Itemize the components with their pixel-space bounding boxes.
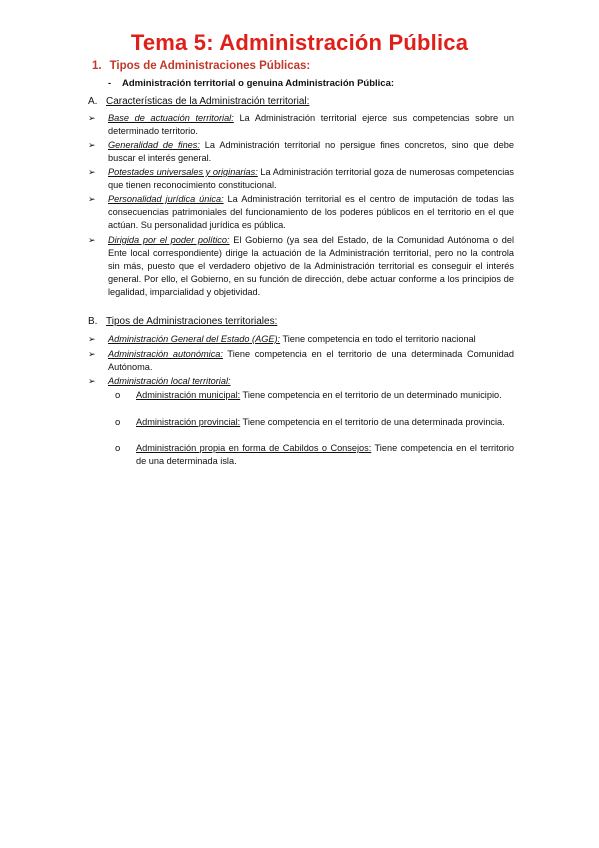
sub-list-item	[136, 442, 514, 468]
list-item	[108, 193, 514, 232]
item-label: Dirigida por el poder político:	[108, 235, 230, 245]
arrow-bullet-icon: ➢	[88, 167, 96, 177]
sub-list-item	[136, 416, 514, 429]
arrow-bullet-icon: ➢	[88, 349, 96, 359]
item-text: Tiene competencia en el territorio de una determinada Comunidad Autónoma.	[108, 349, 514, 372]
page-title: Tema 5: Administración Pública	[130, 30, 469, 55]
subheading	[108, 78, 394, 89]
subheading-dash: -	[108, 78, 112, 89]
subitem-text: Tiene competencia en el territorio de un determinado municipio.	[240, 390, 502, 400]
sub-list-item	[136, 389, 514, 402]
subitem-text: Tiene competencia en el territorio de una determinada provincia.	[240, 417, 505, 427]
list-item	[108, 166, 514, 192]
section-b-title	[88, 316, 277, 327]
subitem-text: Tiene competencia en el territorio de una determinada isla.	[136, 443, 514, 466]
section-heading-text: Tipos de Administraciones Públicas:	[109, 60, 311, 72]
item-label: Potestades universales y originarias:	[108, 167, 258, 177]
arrow-bullet-icon: ➢	[88, 334, 96, 344]
item-label: Administración General del Estado (AGE):	[108, 334, 281, 344]
item-text: El Gobierno (ya sea del Estado, de la Comunidad Autónoma o del Ente local correspondiente) dirige la actuación de la Administración territorial, pero no la controla sin más, puesto que el verdadero objetivo de la Administración territorial es conseguir el interés general. Por ello, el Gobierno, en su función de dirección, debe actuar conforme a los principios de legalidad, imparcialidad y objetividad.	[108, 235, 514, 297]
item-label: Administración local territorial:	[108, 376, 231, 386]
circle-bullet-icon: o	[115, 417, 121, 428]
item-text: La Administración territorial goza de numerosas competencias que tienen reconocimiento constitucional.	[108, 167, 514, 190]
subitem-label: Administración provincial:	[136, 417, 241, 427]
list-item	[108, 333, 514, 346]
arrow-bullet-icon: ➢	[88, 140, 96, 150]
subitem-label: Administración propia en forma de Cabildos o Consejos:	[136, 443, 372, 453]
section-heading	[92, 60, 310, 72]
section-a-letter: A.	[88, 96, 98, 107]
item-label: Base de actuación territorial:	[108, 113, 234, 123]
section-a-title-text: Características de la Administración territorial:	[106, 96, 310, 107]
arrow-bullet-icon: ➢	[88, 376, 96, 386]
section-b-letter: B.	[88, 316, 98, 327]
item-text: La Administración territorial es el centro de imputación de todas las consecuencias patrimoniales del funcionamiento de los poderes públicos en el territorio en el que actúan. Su personalidad jurídica es pública.	[108, 194, 514, 230]
item-label: Generalidad de fines:	[108, 140, 200, 150]
item-label: Administración autonómica:	[108, 349, 223, 359]
list-item	[108, 139, 514, 165]
item-text: La Administración territorial ejerce sus competencias sobre un determinado territorio.	[108, 113, 514, 136]
circle-bullet-icon: o	[115, 390, 121, 401]
section-number: 1.	[92, 60, 102, 72]
item-label: Personalidad jurídica única:	[108, 194, 224, 204]
arrow-bullet-icon: ➢	[88, 194, 96, 204]
list-item	[108, 112, 514, 138]
section-b-title-text: Tipos de Administraciones territoriales:	[106, 316, 278, 327]
section-a-title	[88, 96, 309, 107]
circle-bullet-icon: o	[115, 443, 121, 454]
list-item	[108, 375, 514, 388]
list-item	[108, 234, 514, 299]
arrow-bullet-icon: ➢	[88, 235, 96, 245]
arrow-bullet-icon: ➢	[88, 113, 96, 123]
subheading-text: Administración territorial o genuina Administración Pública:	[122, 78, 395, 89]
subitem-label: Administración municipal:	[136, 390, 241, 400]
item-text: Tiene competencia en todo el territorio nacional	[280, 334, 476, 344]
item-text: La Administración territorial no persigue fines concretos, sino que debe buscar el interés general.	[108, 140, 514, 163]
list-item	[108, 348, 514, 374]
